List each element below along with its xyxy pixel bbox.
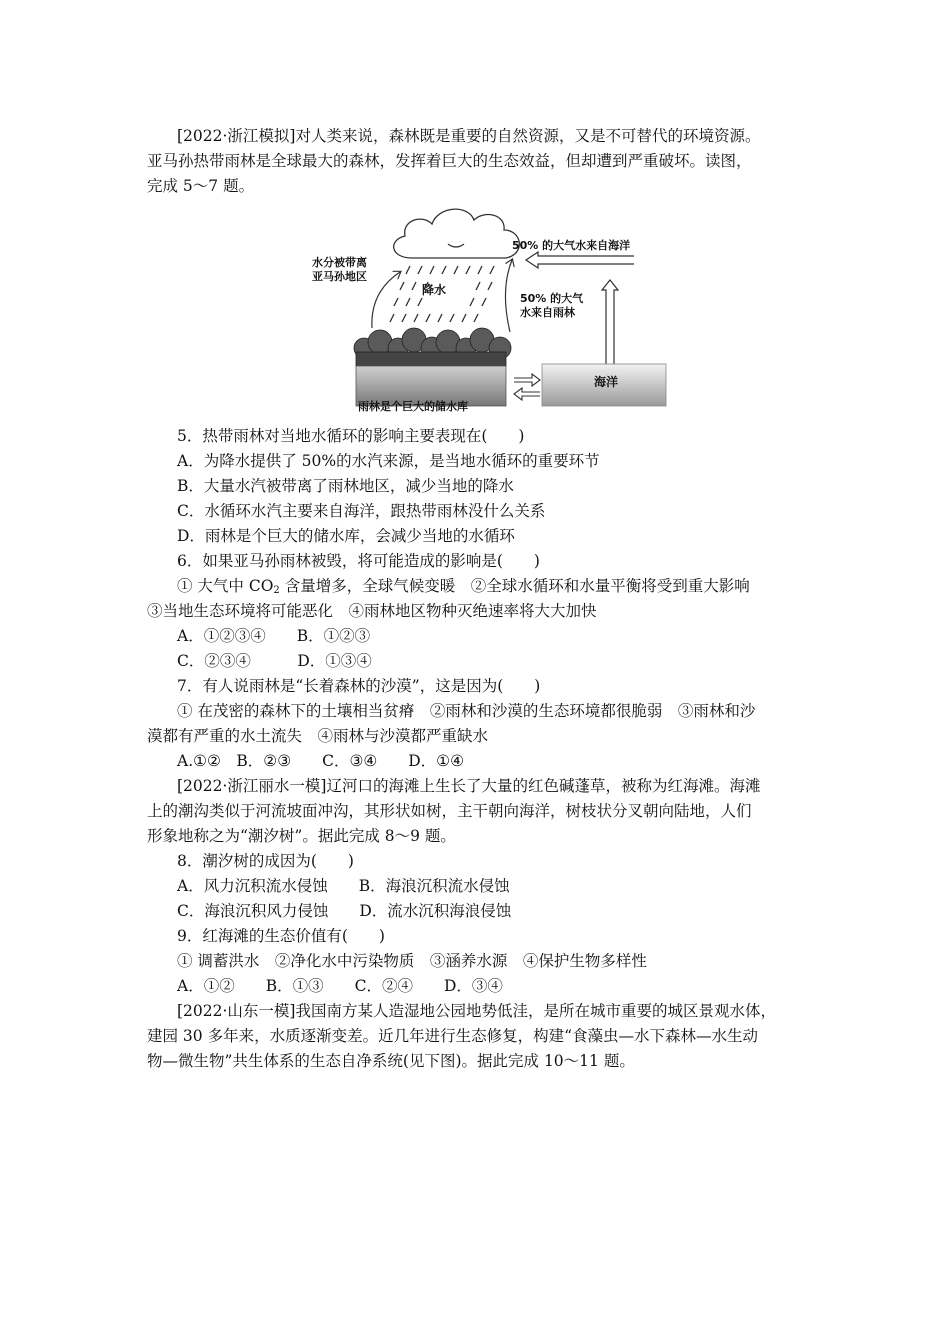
from-forest-label-1: 50% 的大气 (520, 292, 584, 305)
q9-options: A．①② B．①③ C．②④ D．③④ (177, 977, 503, 995)
arrow-exchange (514, 374, 540, 400)
q7-stem: 7．有人说雨林是“长着森林的沙漠”，这是因为( ) (177, 677, 541, 695)
q6-options-cd: C．②③④ D．①③④ (177, 652, 372, 670)
rainforest-water-cycle-diagram (312, 200, 670, 415)
q5-option-a: A．为降水提供了 50%的水汽来源，是当地水循环的重要环节 (177, 452, 600, 470)
arrow-ocean-to-left (526, 252, 634, 268)
intro-1-line-3: 完成 5～7 题。 (147, 177, 255, 195)
intro-1-line-1: [2022·浙江模拟]对人类来说，森林既是重要的自然资源，又是不可替代的环境资源。 (177, 127, 761, 145)
reservoir-label: 雨林是个巨大的储水库 (358, 400, 468, 413)
intro-2-line-1: [2022·浙江丽水一模]辽河口的海滩上生长了大量的红色碱蓬草，被称为红海滩。海滩 (177, 777, 761, 795)
intro-3-line-1: [2022·山东一模]我国南方某人造湿地公园地势低洼，是所在城市重要的城区景观水体， (177, 1002, 776, 1020)
intro-2-line-2: 上的潮沟类似于河流坡面冲沟，其形状如树，主干朝向海洋，树枝状分叉朝向陆地，人们 (147, 802, 752, 820)
q6-stem: 6．如果亚马孙雨林被毁，将可能造成的影响是( ) (177, 552, 540, 570)
q7-statement-2: 漠都有严重的水土流失 ④雨林与沙漠都严重缺水 (147, 727, 489, 745)
rain-label: 降水 (422, 283, 447, 297)
q9-statement-1: ① 调蓄洪水 ②净化水中污染物质 ③涵养水源 ④保护生物多样性 (177, 952, 647, 970)
rainforest-trees (354, 328, 511, 366)
q8-options-ab: A．风力沉积流水侵蚀 B．海浪沉积流水侵蚀 (177, 877, 510, 895)
from-ocean-label: 50% 的大气水来自海洋 (512, 239, 631, 252)
from-forest-label-2: 水来自雨林 (520, 306, 575, 319)
ocean-label: 海洋 (594, 375, 619, 389)
water-removed-label-1: 水分被带离 (312, 256, 367, 269)
arrow-forest-to-cloud (505, 260, 512, 332)
q5-stem: 5．热带雨林对当地水循环的影响主要表现在( ) (177, 427, 525, 445)
q7-options: A.①② B．②③ C．③④ D．①④ (177, 752, 464, 770)
water-removed-label-2: 亚马孙地区 (312, 270, 367, 283)
q6-options-ab: A．①②③④ B．①②③ (177, 627, 371, 645)
intro-1-line-2: 亚马孙热带雨林是全球最大的森林，发挥着巨大的生态效益，但却遭到严重破坏。读图， (147, 152, 752, 170)
q8-options-cd: C．海浪沉积风力侵蚀 D．流水沉积海浪侵蚀 (177, 902, 512, 920)
q5-option-c: C．水循环水汽主要来自海洋，跟热带雨林没什么关系 (177, 502, 546, 520)
q6-statement-1: ① 大气中 $CO_2$ 含量增多，全球气候变暖 ②全球水循环和水量平衡将受到重大影响 (177, 577, 750, 596)
q6-statement-2: ③当地生态环境将可能恶化 ④雨林地区物种灭绝速率将大大加快 (147, 602, 597, 620)
q8-stem: 8．潮汐树的成因为( ) (177, 852, 354, 870)
intro-3-line-3: 物—微生物”共生体系的生态自净系统(见下图)。据此完成 10～11 题。 (147, 1052, 635, 1070)
q7-statement-1: ① 在茂密的森林下的土壤相当贫瘠 ②雨林和沙漠的生态环境都很脆弱 ③雨林和沙 (177, 702, 756, 720)
q5-option-d: D．雨林是个巨大的储水库，会减少当地的水循环 (177, 527, 515, 545)
intro-2-line-3: 形象地称之为“潮汐树”。据此完成 8～9 题。 (147, 827, 456, 845)
q5-option-b: B．大量水汽被带离了雨林地区，减少当地的降水 (177, 477, 514, 495)
arrow-ocean-to-cloud (602, 280, 618, 364)
cloud-icon (394, 209, 520, 258)
q9-stem: 9．红海滩的生态价值有( ) (177, 927, 385, 945)
arrow-left-curve (372, 272, 400, 328)
intro-3-line-2: 建园 30 多年来，水质逐渐变差。近几年进行生态修复，构建“食藻虫—水下森林—水生动 (147, 1027, 759, 1045)
